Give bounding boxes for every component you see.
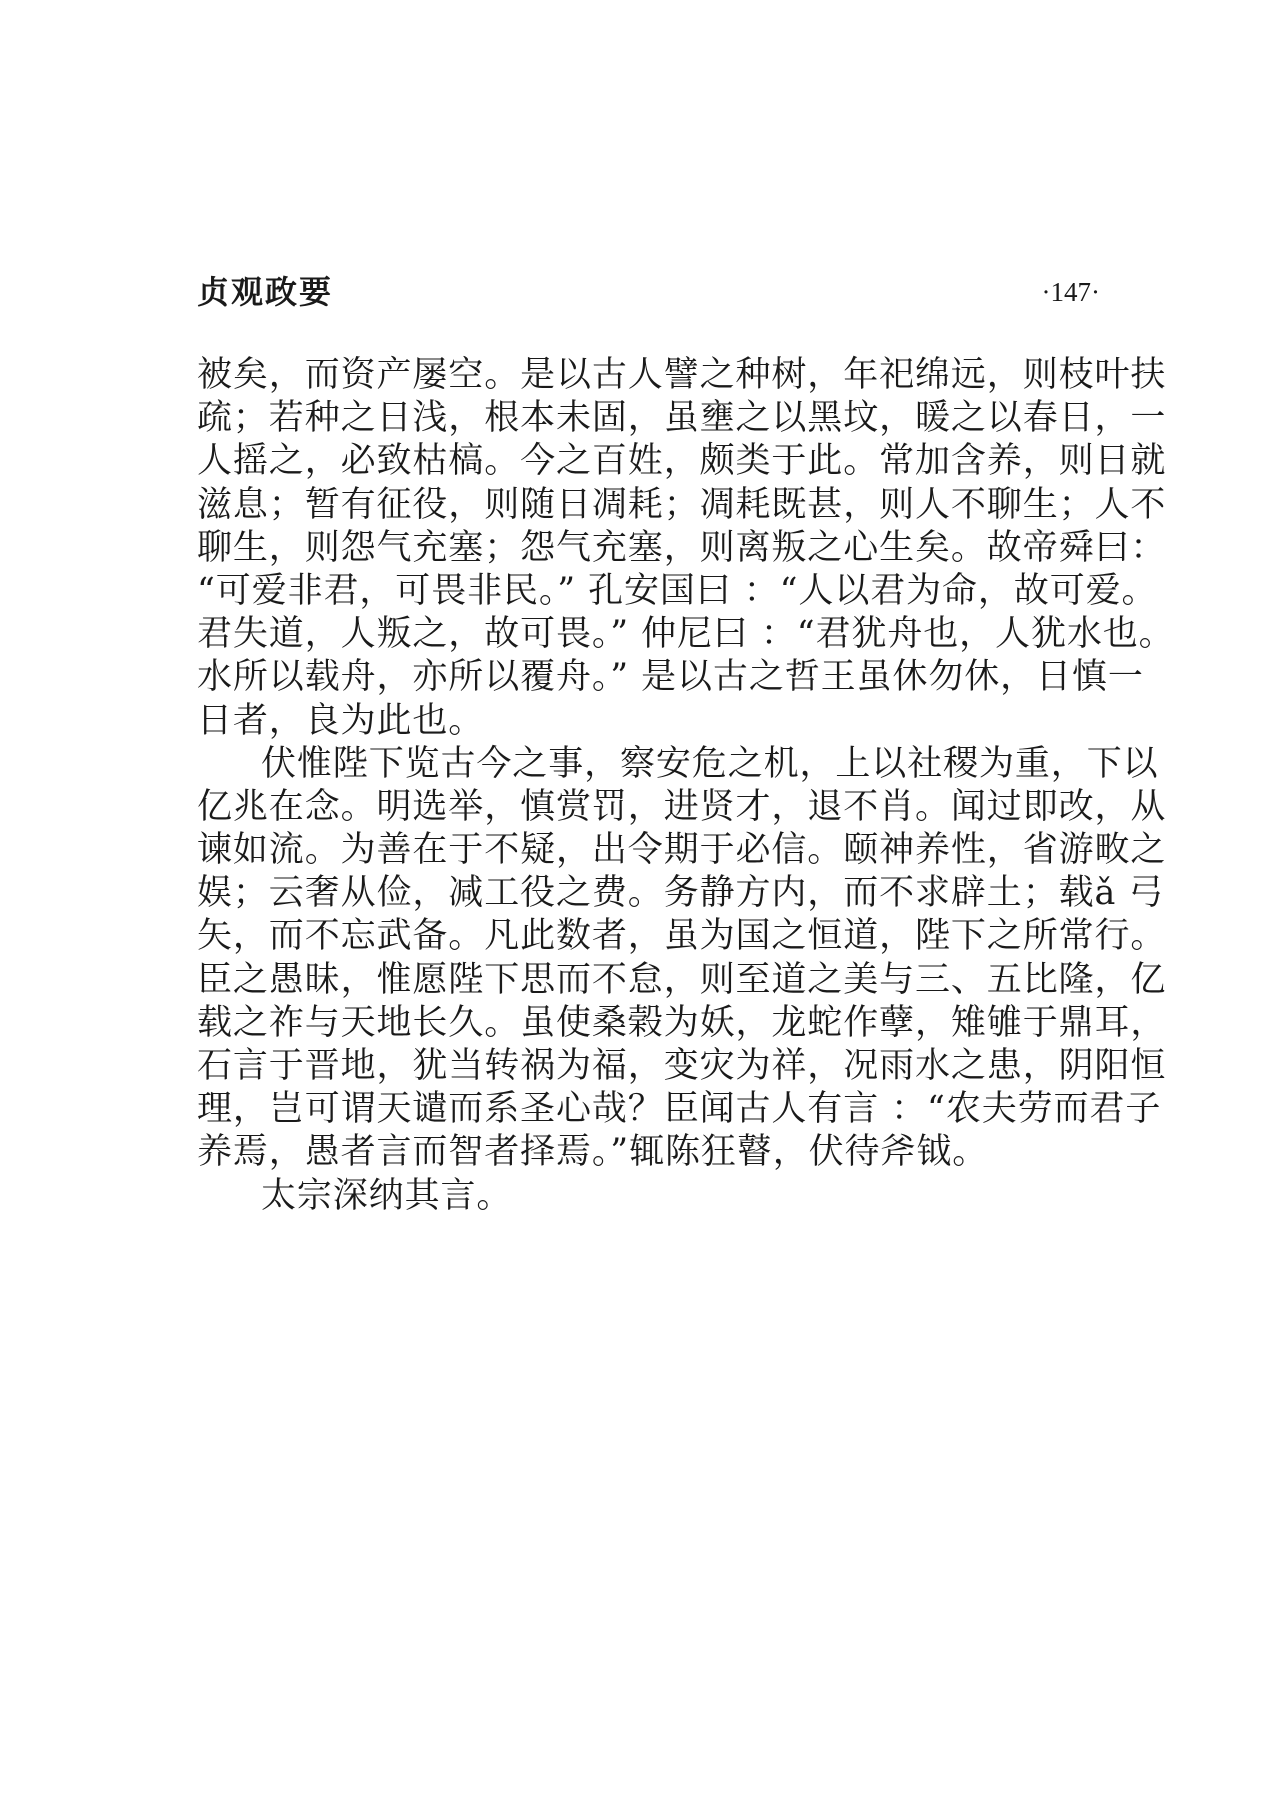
text-line: 矢，而不忘武备。凡此数者，虽为国之恒道，陛下之所常行。 [197,916,1167,957]
page-header [197,268,1100,316]
text-line: 娱；云奢从俭，减工役之费。务静方内，而不求辟土；载ǎ 弓 [197,873,1165,914]
text-line: 臣之愚昧，惟愿陛下思而不怠，则至道之美与三、五比隆，亿 [197,959,1167,1000]
text-line: 滋息；暂有征役，则随日凋耗；凋耗既甚，则人不聊生；人不 [197,484,1167,525]
running-title: 贞观政要 [197,273,334,311]
text-line: 被矣，而资产屡空。是以古人譬之种树，年祀绵远，则枝叶扶 [197,355,1167,395]
paragraph-start-line: 太宗深纳其言。 [261,1175,513,1216]
text-line: 养焉，愚者言而智者择焉。”辄陈狂瞽，伏待斧钺。 [197,1132,989,1173]
text-line: 载之祚与天地长久。虽使桑榖为妖，龙蛇作孽，雉雊于鼎耳， [197,1002,1167,1043]
text-line: “可爱非君，可畏非民。” 孔安国曰 ：“人以君为命，故可爱。 [197,570,1158,611]
text-line: 谏如流。为善在于不疑，出令期于必信。颐神养性，省游畋之 [197,830,1167,871]
text-line: 日者，良为此也。 [197,700,485,741]
text-line: 水所以载舟，亦所以覆舟。” 是以古之哲王虽休勿休，日慎一 [197,657,1144,698]
text-line: 理，岂可谓天谴而系圣心哉？臣闻古人有言 ：“农夫劳而君子 [197,1089,1162,1130]
text-line: 疏；若种之日浅，根本未固，虽壅之以黑坟，暖之以春日，一 [197,398,1167,439]
text-line: 人摇之，必致枯槁。今之百姓，颇类于此。常加含养，则日就 [197,441,1167,482]
page-number: ·147· [1041,277,1100,307]
text-line: 聊生，则怨气充塞；怨气充塞，则离叛之心生矣。故帝舜曰： [197,527,1167,568]
body-text [197,354,1175,1218]
text-line: 君失道，人叛之，故可畏。” 仲尼曰 ：“君犹舟也，人犹水也。 [197,614,1175,655]
paragraph-start-line: 伏惟陛下览古今之事，察安危之机，上以社稷为重，下以 [261,743,1159,784]
text-line: 亿兆在念。明选举，慎赏罚，进贤才，退不肖。闻过即改，从 [197,786,1167,827]
text-line: 石言于晋地，犹当转祸为福，变灾为祥，况雨水之患，阴阳恒 [197,1046,1167,1086]
